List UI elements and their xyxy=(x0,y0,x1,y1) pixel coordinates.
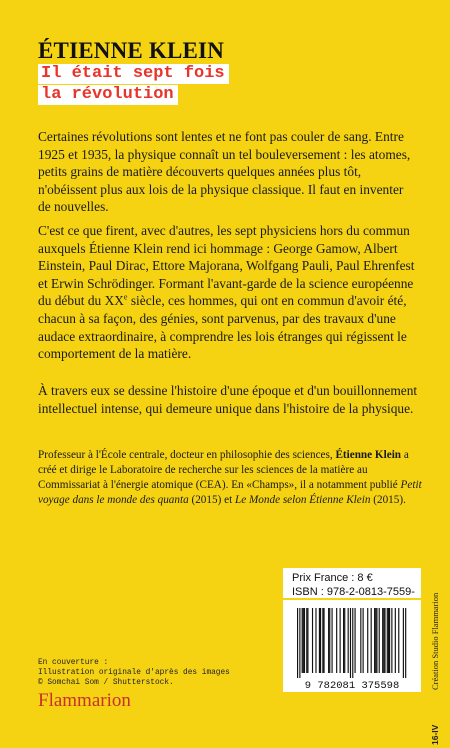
barcode-bar xyxy=(360,608,361,673)
barcode-bar xyxy=(336,608,337,673)
barcode-bar xyxy=(348,608,349,673)
barcode-bar xyxy=(315,608,316,673)
barcode-bar xyxy=(344,608,345,673)
bio-part-d: (2015). xyxy=(370,494,406,506)
bio-part-a: Professeur à l'École centrale, docteur en philosophie des sciences, xyxy=(38,449,336,461)
barcode-bar xyxy=(329,608,330,673)
edition-code: 16-IV xyxy=(430,724,440,745)
bio-part-c: (2015) et xyxy=(188,494,235,506)
design-credit: Création Studio Flammarion xyxy=(430,592,440,690)
cover-illustration-credit xyxy=(38,658,230,688)
blurb-paragraph-2-part-a: C'est ce que firent, avec d'autres, les sept physiciens hors du commun auxquels Étienne Klein rend ici hommage : George Gamow, Albert Einstein, Paul Dirac, Ettore Majorana, Wolfgang Pauli, Paul Ehrenfest et Erwin Schrödinger. Formant l'avant-garde de la science européenne du début du XX xyxy=(38,223,415,309)
barcode-bar xyxy=(319,608,320,673)
title-line-2: la révolution xyxy=(38,85,178,105)
price-label: Prix France : 8 € xyxy=(292,572,373,584)
barcode-bar xyxy=(322,608,323,673)
blurb-paragraph-2 xyxy=(38,222,418,363)
barcode-bar xyxy=(388,608,389,673)
isbn-label: ISBN : 978-2-0813-7559- xyxy=(292,586,415,598)
barcode-bar xyxy=(352,608,353,678)
barcode-bar xyxy=(367,608,368,673)
barcode-bar xyxy=(332,608,333,673)
barcode-bar xyxy=(343,608,344,673)
bio-book-title-1: Petit voyage dans le monde des quanta xyxy=(38,479,422,506)
author-name: ÉTIENNE KLEIN xyxy=(38,38,225,63)
barcode-bar xyxy=(363,608,364,673)
barcode-bar xyxy=(374,608,375,673)
barcode-bars xyxy=(283,600,421,692)
barcode-bar xyxy=(387,608,388,673)
barcode-bar xyxy=(350,608,351,678)
title-line-1: Il était sept fois xyxy=(38,64,229,84)
publisher-logo: Flammarion xyxy=(38,690,131,711)
barcode-bar xyxy=(389,608,390,673)
barcode-bar xyxy=(303,608,304,673)
barcode-bar xyxy=(391,608,392,673)
barcode-bar xyxy=(376,608,377,673)
barcode-bar xyxy=(371,608,372,673)
century-superscript: e xyxy=(123,292,128,302)
blurb-paragraph-3: À travers eux se dessine l'histoire d'une époque et d'un bouillonnement intellectuel intense, qui demeure unique dans l'histoire de la physique. xyxy=(38,383,418,416)
bio-author-name: Étienne Klein xyxy=(335,449,402,461)
barcode-bar xyxy=(395,608,396,673)
barcode-bar xyxy=(297,608,298,678)
cover-credit-line-2: Illustration originale d'après des images xyxy=(38,669,230,677)
barcode-bar xyxy=(320,608,321,673)
barcode-bar xyxy=(384,608,385,673)
barcode-bar xyxy=(323,608,324,673)
barcode-bar xyxy=(340,608,341,673)
barcode-bar xyxy=(312,608,313,673)
barcode-bar xyxy=(328,608,329,673)
barcode-bar xyxy=(405,608,406,678)
barcode-bar xyxy=(375,608,376,673)
barcode-bar xyxy=(307,608,308,673)
price-isbn-box xyxy=(283,568,421,598)
bio-book-title-2: Le Monde selon Étienne Klein xyxy=(234,494,371,506)
cover-credit-line-3: © Somchai Som / Shutterstock. xyxy=(38,679,174,687)
blurb-paragraph-1: Certaines révolutions sont lentes et ne font pas couler de sang. Entre 1925 et 1935, la physique connaît un tel bouleversement : les atomes, petits grains de matière découverts quelques années plus tôt, n'obéissent plus aux lois de la physique classique. Il faut en inventer de nouvelles. xyxy=(38,129,411,215)
barcode-bar xyxy=(299,608,300,678)
barcode-number: 9 782081 375598 xyxy=(304,680,400,692)
barcode-bar xyxy=(383,608,384,673)
barcode-bar xyxy=(382,608,383,673)
barcode-bar xyxy=(398,608,399,673)
barcode-bar xyxy=(304,608,305,673)
barcode-bar xyxy=(379,608,380,673)
bio-part-b: a créé et dirige le Laboratoire de recherche sur les sciences de la matière au Commissariat à l'énergie atomique (CEA). En «Champs», il a notamment publié xyxy=(38,449,409,491)
barcode-bar xyxy=(302,608,303,673)
book-title xyxy=(38,64,229,106)
barcode-bar xyxy=(355,608,356,673)
barcode-bar xyxy=(403,608,404,678)
author-bio xyxy=(38,448,423,508)
barcode-bar xyxy=(306,608,307,673)
cover-credit-line-1: En couverture : xyxy=(38,659,109,667)
blurb-paragraph-2-part-b: siècle, ces hommes, qui ont en commun d'avoir été, chacun à sa façon, des génies, sont parvenus, par des travaux d'une audace extraordinaire, à comprendre les lois étranges qui régissent le comportement de la matière. xyxy=(38,293,407,362)
barcode xyxy=(283,600,421,692)
